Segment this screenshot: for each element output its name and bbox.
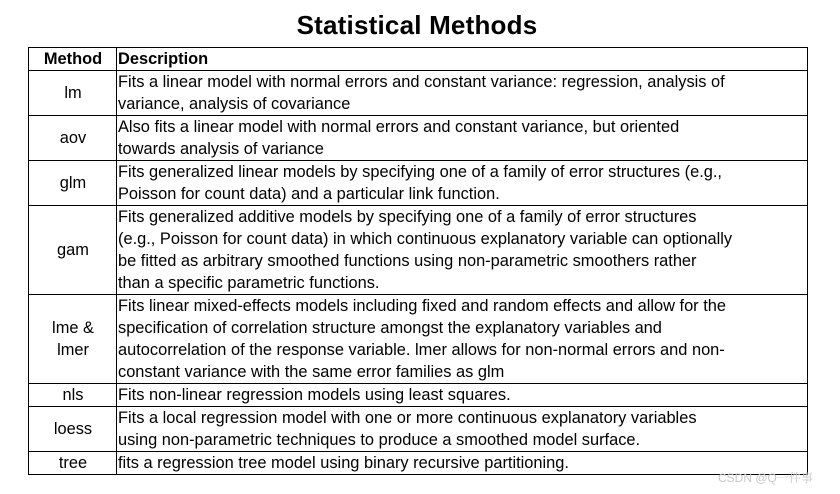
description-cell: [117, 116, 808, 161]
description-cell: [117, 295, 808, 384]
description-line: using non-parametric techniques to produce a smoothed model surface.: [118, 431, 641, 449]
method-line: lme &: [52, 319, 94, 337]
table-row: [29, 206, 808, 295]
method-cell: loess: [29, 407, 117, 452]
method-cell: nls: [29, 384, 117, 407]
table-row: [29, 71, 808, 116]
table-row: [29, 452, 808, 475]
description-line: Fits generalized additive models by specifying one of a family of error structures: [118, 208, 697, 226]
description-cell: [117, 384, 808, 407]
description-cell: [117, 452, 808, 475]
description-line: Also fits a linear model with normal errors and constant variance, but oriented: [118, 118, 680, 136]
method-cell: glm: [29, 161, 117, 206]
description-line: Fits non-linear regression models using least squares.: [118, 386, 511, 404]
methods-table: [28, 47, 808, 475]
table-row: [29, 161, 808, 206]
page-title: Statistical Methods: [296, 10, 538, 40]
column-header-description: Description: [117, 48, 808, 71]
description-line: autocorrelation of the response variable. lmer allows for non-normal errors and non-: [118, 341, 725, 359]
description-line: fits a regression tree model using binary recursive partitioning.: [118, 454, 569, 472]
description-cell: [117, 71, 808, 116]
table-row: [29, 407, 808, 452]
method-cell: [29, 295, 117, 384]
description-line: variance, analysis of covariance: [118, 95, 351, 113]
description-line: than a specific parametric functions.: [118, 274, 380, 292]
description-line: Fits linear mixed-effects models including fixed and random effects and allow for the: [118, 297, 726, 315]
description-line: be fitted as arbitrary smoothed functions using non-parametric smoothers rather: [118, 252, 697, 270]
description-line: specification of correlation structure amongst the explanatory variables and: [118, 319, 662, 337]
description-cell: [117, 161, 808, 206]
description-line: Fits a linear model with normal errors and constant variance: regression, analysis of: [118, 73, 725, 91]
table-row: [29, 116, 808, 161]
watermark-text: CSDN @Q一件事: [718, 471, 813, 485]
table-row: [29, 295, 808, 384]
table-header-row: [29, 48, 808, 71]
method-cell: lm: [29, 71, 117, 116]
description-cell: [117, 206, 808, 295]
column-header-method: Method: [29, 48, 117, 71]
description-line: Poisson for count data) and a particular link function.: [118, 185, 500, 203]
description-cell: [117, 407, 808, 452]
method-cell: aov: [29, 116, 117, 161]
method-cell: tree: [29, 452, 117, 475]
description-line: constant variance with the same error families as glm: [118, 363, 505, 381]
method-cell: gam: [29, 206, 117, 295]
description-line: Fits generalized linear models by specifying one of a family of error structures (e.g.,: [118, 163, 722, 181]
table-row: [29, 384, 808, 407]
method-line: lmer: [57, 341, 89, 359]
description-line: (e.g., Poisson for count data) in which continuous explanatory variable can optionally: [118, 230, 733, 248]
description-line: Fits a local regression model with one or more continuous explanatory variables: [118, 409, 697, 427]
description-line: towards analysis of variance: [118, 140, 324, 158]
